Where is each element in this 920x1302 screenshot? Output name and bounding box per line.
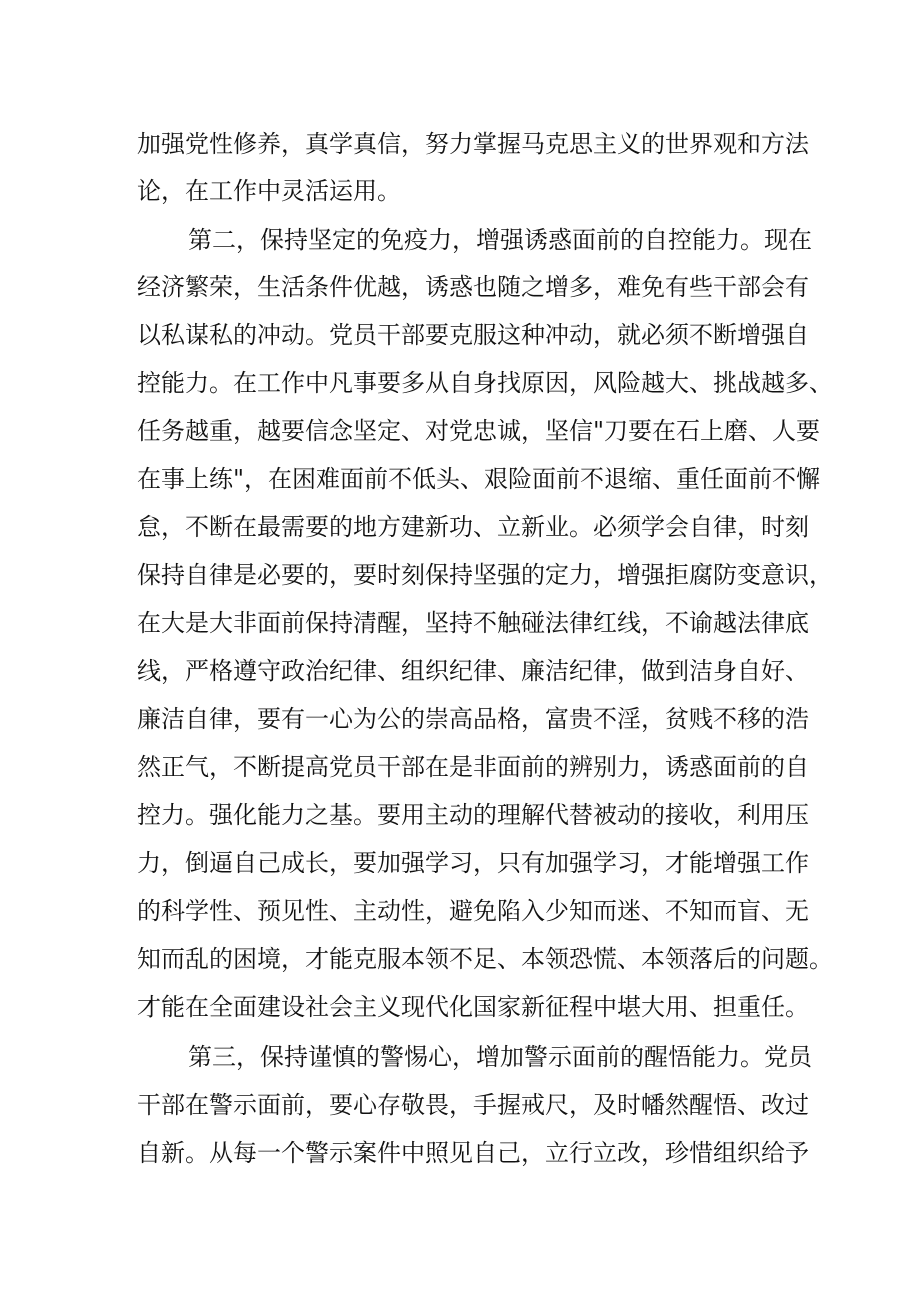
text-line: 力，倒逼自己成长，要加强学习，只有加强学习，才能增强工作 [137, 849, 809, 877]
text-line: 廉洁自律，要有一心为公的崇高品格，富贵不淫，贫贱不移的浩 [137, 705, 809, 733]
paragraph-start-line: 第三，保持谨慎的警惕心，增加警示面前的醒悟能力。党员 [188, 1043, 812, 1071]
text-line: 在大是大非面前保持清醒，坚持不触碰法律红线，不谕越法律底 [137, 609, 809, 637]
text-line: 经济繁荣，生活条件优越，诱惑也随之增多，难免有些干部会有 [137, 273, 809, 301]
text-line: 怠，不断在最需要的地方建新功、立新业。必须学会自律，时刻 [137, 513, 809, 541]
text-line: 以私谋私的冲动。党员干部要克服这种冲动，就必须不断增强自 [137, 321, 809, 349]
text-line: 任务越重，越要信念坚定、对党忠诚，坚信"刀要在石上磨、人要 [137, 417, 821, 445]
text-line: 控力。强化能力之基。要用主动的理解代替被动的接收，利用压 [137, 801, 809, 829]
text-line: 自新。从每一个警示案件中照见自己，立行立改，珍惜组织给予 [137, 1139, 809, 1167]
text-line: 保持自律是必要的，要时刻保持坚强的定力，增强拒腐防变意识， [137, 561, 833, 589]
text-line: 然正气，不断提高党员干部在是非面前的辨别力，诱惑面前的自 [137, 753, 809, 781]
text-line: 的科学性、预见性、主动性，避免陷入少知而迷、不知而盲、无 [137, 897, 809, 925]
text-line: 控能力。在工作中凡事要多从自身找原因，风险越大、挑战越多、 [137, 369, 833, 397]
text-line: 线，严格遵守政治纪律、组织纪律、廉洁纪律，做到洁身自好、 [137, 657, 809, 685]
text-line: 干部在警示面前，要心存敬畏，手握戒尺，及时幡然醒悟、改过 [137, 1091, 809, 1119]
text-line: 知而乱的困境，才能克服本领不足、本领恐慌、本领落后的问题。 [137, 945, 833, 973]
text-line: 在事上练"，在困难面前不低头、艰险面前不退缩、重任面前不懈 [137, 465, 821, 493]
paragraph-start-line: 第二，保持坚定的免疫力，增强诱惑面前的自控能力。现在 [188, 226, 812, 254]
text-line: 才能在全面建设社会主义现代化国家新征程中堪大用、担重任。 [137, 993, 809, 1021]
text-line: 论，在工作中灵活运用。 [137, 177, 401, 205]
text-line: 加强党性修养，真学真信，努力掌握马克思主义的世界观和方法 [137, 130, 809, 158]
